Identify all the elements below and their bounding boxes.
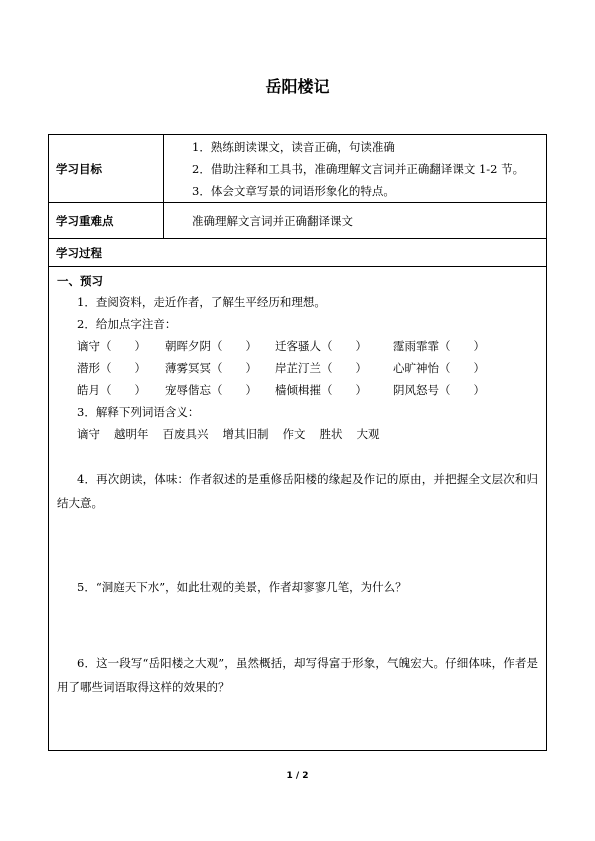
focus-row <box>49 203 547 239</box>
process-body-row <box>49 267 547 751</box>
pinyin-item: 迁客骚人（ ） <box>275 339 367 353</box>
pinyin-item: 皓月（ ） <box>77 383 146 397</box>
process-header-row <box>49 239 547 267</box>
pinyin-item: 潜形（ ） <box>77 361 146 375</box>
process-label: 学习过程 <box>49 239 547 267</box>
vocab-item: 越明年 <box>114 427 149 441</box>
pinyin-item: 谪守（ ） <box>77 339 146 353</box>
pinyin-item: 朝晖夕阴（ ） <box>165 339 257 353</box>
question-2: 2．给加点字注音： <box>77 317 177 331</box>
worksheet-table <box>48 134 547 751</box>
process-body <box>49 267 547 751</box>
pinyin-item: 阴风怒号（ ） <box>393 383 485 397</box>
pinyin-row <box>57 335 538 357</box>
goal-item: 2．借助注释和工具书，准确理解文言词并正确翻译课文 1-2 节。 <box>192 161 525 176</box>
vocab-item: 谪守 <box>77 427 100 441</box>
pinyin-item: 薄雾冥冥（ ） <box>165 361 257 375</box>
goals-label: 学习目标 <box>49 135 164 203</box>
vocab-item: 百废具兴 <box>162 427 209 441</box>
section-heading-preview: 一、预习 <box>57 274 103 288</box>
question-3: 3．解释下列词语含义： <box>77 405 200 419</box>
pinyin-item: 霪雨霏霏（ ） <box>393 339 485 353</box>
question-5: 5．“洞庭天下水”，如此壮观的美景，作者却寥寥几笔，为什么？ <box>77 580 407 594</box>
pinyin-item: 岸芷汀兰（ ） <box>275 361 367 375</box>
vocab-item: 大观 <box>356 427 380 441</box>
question-4: 4．再次朗读，体味：作者叙述的是重修岳阳楼的缘起及作记的原由，并把握全文层次和归结大意。 <box>57 472 538 510</box>
goal-item: 1．熟练朗读课文，读音正确，句读准确 <box>192 139 395 154</box>
vocab-item: 胜状 <box>319 427 343 441</box>
focus-label: 学习重难点 <box>49 203 164 239</box>
pinyin-item: 心旷神怡（ ） <box>393 361 485 375</box>
pinyin-item: 樯倾楫摧（ ） <box>275 383 367 397</box>
goals-content <box>164 135 547 203</box>
question-6: 6．这一段写“岳阳楼之大观”，虽然概括，却写得富于形象，气魄宏大。仔细体味，作者是用了哪些词语取得这样的效果的？ <box>57 656 538 694</box>
pinyin-item: 宠辱偕忘（ ） <box>165 383 257 397</box>
page-number: 1 / 2 <box>286 771 309 781</box>
pinyin-row <box>57 379 538 401</box>
pinyin-row <box>57 357 538 379</box>
page-title: 岳阳楼记 <box>265 77 330 96</box>
question-1: 1．查阅资料，走近作者，了解生平经历和理想。 <box>77 295 326 309</box>
goals-row <box>49 135 547 203</box>
vocab-item: 作文 <box>282 427 306 441</box>
goal-item: 3．体会文章写景的词语形象化的特点。 <box>192 183 395 198</box>
vocab-row <box>57 423 538 445</box>
focus-text: 准确理解文言词并正确翻译课文 <box>164 203 547 239</box>
vocab-item: 增其旧制 <box>222 427 269 441</box>
